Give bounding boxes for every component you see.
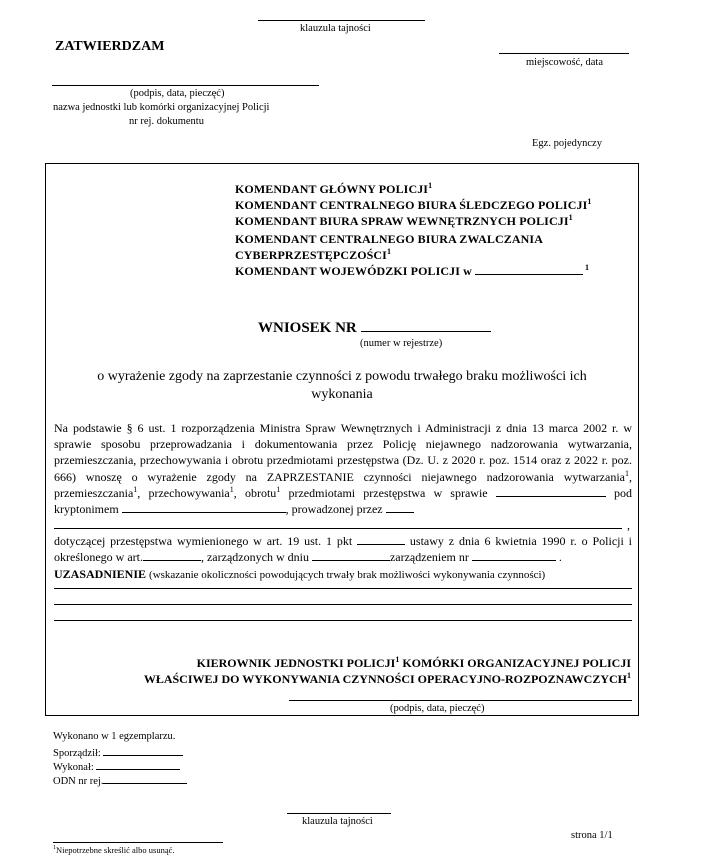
point-blank (357, 533, 405, 545)
copy-label: Egz. pojedynczy (532, 138, 602, 149)
odn-number: ODN nr rej. (53, 773, 187, 787)
executed-note: Wykonano w 1 egzemplarzu. (53, 731, 176, 742)
confidentiality-line-bottom (287, 813, 391, 814)
page-number: strona 1/1 (571, 830, 613, 841)
conducted-by-line-row: , (54, 517, 632, 533)
voivodeship-blank (475, 263, 583, 275)
performed-blank (96, 759, 180, 770)
prepared-blank (103, 745, 183, 756)
performed-by: Wykonał: (53, 759, 180, 773)
recipient-4: KOMENDANT CENTRALNEGO BIURA ZWALCZANIA (235, 232, 543, 246)
conducted-by-blank-2 (54, 517, 622, 529)
approval-signature-hint: (podpis, data, pieczęć) (130, 88, 225, 99)
unit-name-label: nazwa jednostki lub komórki organizacyjnej Policji (53, 102, 270, 113)
offence-paragraph: dotyczącej przestępstwa wymienionego w art. 19 ust. 1 pkt ustawy z dnia 6 kwietnia 1990 r. o Policji i określonego w art. , zarządzonych w dniu zarządzeniem nr . (54, 534, 633, 565)
place-date-label: miejscowość, data (526, 57, 603, 68)
confidentiality-label-bottom: klauzula tajności (302, 816, 373, 827)
confidentiality-label-top: klauzula tajności (300, 23, 371, 34)
codename-blank (122, 501, 286, 513)
odn-blank (103, 773, 187, 784)
confidentiality-line-top (258, 20, 425, 21)
recipient-5: KOMENDANT WOJEWÓDZKI POLICJI w $^1$ (235, 263, 590, 278)
justification-line-3 (54, 620, 632, 621)
approve-heading: ZATWIERDZAM (55, 39, 165, 54)
justification-line-1 (54, 588, 632, 589)
approval-signature-line (52, 85, 319, 86)
order-date-blank (312, 549, 390, 561)
signer-title: KIEROWNIK JEDNOSTKI POLICJI$^1$ KOMÓRKI ORGANIZACYJNEJ POLICJI WŁAŚCIWEJ DO WYKONYWANIA CZYNNOŚCI OPERACYJNO-ROZPOZNAWCZYCH$^1$ (143, 655, 631, 686)
signer-signature-hint: (podpis, data, pieczęć) (390, 703, 485, 714)
article-blank (143, 549, 201, 561)
request-number-hint: (numer w rejestrze) (360, 338, 443, 349)
conducted-by-blank (386, 501, 414, 513)
footnote: $^1$Niepotrzebne skreślić albo usunąć. (53, 845, 175, 855)
justification-line-2 (54, 604, 632, 605)
place-date-line (499, 53, 629, 54)
signer-signature-line (289, 700, 632, 701)
case-blank (496, 485, 606, 497)
request-subject: o wyrażenie zgody na zaprzestanie czynności z powodu trwałego braku możliwości ich wykonania (97, 369, 587, 402)
recipient-1: KOMENDANT GŁÓWNY POLICJI$^1$ (235, 181, 433, 196)
legal-basis-paragraph: Na podstawie § 6 ust. 1 rozporządzenia Ministra Spraw Wewnętrznych i Administracji z dnia 13 marca 2002 r. w sprawie sposobu przeprowadzania i dokumentowania przez Policję niejawnego nadzorowania wytwarzania, przemieszczania, przechowywania i obrotu przedmiotami przestępstwa (Dz. U. z 2020 r. poz. 1514 oraz z 2022 r. poz. 666) wnoszę o wyrażenie zgody na ZAPRZESTANIE czynności niejawnego nadzorowania wytwarzania$^1$, przemieszczania$^1$, przechowywania$^1$, obrotu$^1$ przedmiotami przestępstwa w sprawie pod kryptonimem , prowadzonej przez (54, 421, 632, 517)
recipient-3: KOMENDANT BIURA SPRAW WEWNĘTRZNYCH POLICJI$^1$ (235, 213, 573, 228)
order-number-blank (472, 549, 556, 561)
reg-no-label: nr rej. dokumentu (129, 116, 204, 127)
request-number-blank (361, 318, 491, 332)
request-title: WNIOSEK NR (258, 318, 491, 337)
recipient-2: KOMENDANT CENTRALNEGO BIURA ŚLEDCZEGO POLICJI$^1$ (235, 197, 592, 212)
footnote-separator (53, 842, 223, 843)
recipient-4-cont: CYBERPRZESTĘPCZOŚCI$^1$ (235, 247, 392, 262)
prepared-by: Sporządził: (53, 745, 183, 759)
justification-heading: UZASADNIENIE (wskazanie okoliczności powodujących trwały brak możliwości wykonywania czynności) (54, 566, 546, 581)
request-body (54, 420, 632, 583)
